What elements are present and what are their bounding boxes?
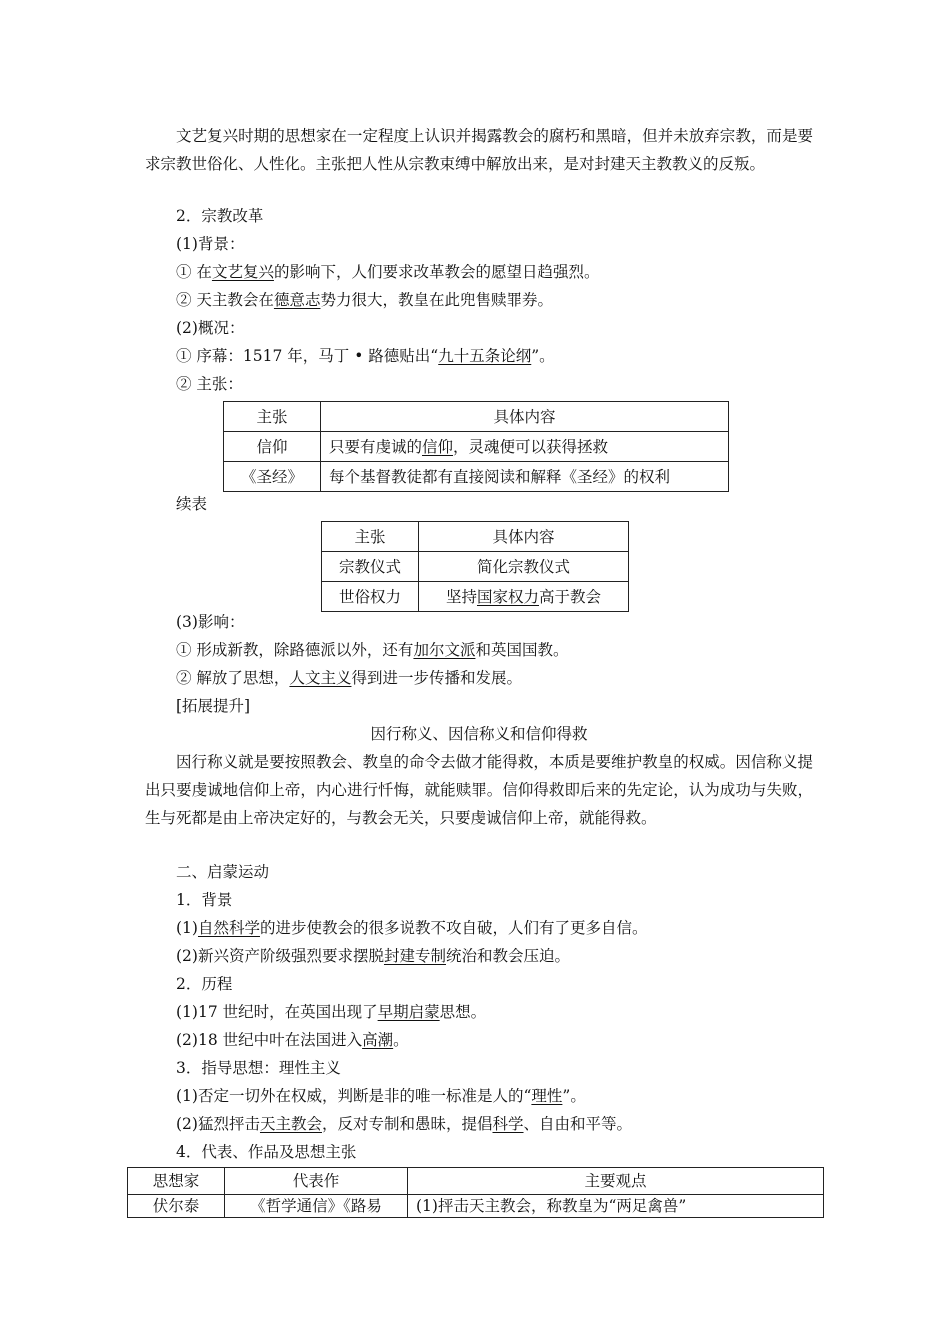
guiding-thought-item-2: (2)猛烈抨击天主教会，反对专制和愚昧，提倡科学、自由和平等。 bbox=[176, 1115, 633, 1133]
underlined-answer: 高潮 bbox=[362, 1031, 394, 1049]
underlined-answer: 加尔文派 bbox=[413, 641, 476, 659]
table-header: 代表作 bbox=[225, 1168, 408, 1195]
enlightenment-course-heading: 2．历程 bbox=[176, 975, 233, 993]
thinkers-table bbox=[127, 1167, 824, 1218]
underlined-answer: 国家权力 bbox=[476, 587, 539, 606]
overview-item-2: ② 主张： bbox=[176, 375, 243, 393]
table-header: 主张 bbox=[224, 402, 321, 432]
underlined-answer: 九十五条论纲 bbox=[438, 347, 532, 365]
table-cell: 《哲学通信》《路易 bbox=[225, 1195, 408, 1218]
underlined-answer: 自然科学 bbox=[197, 919, 260, 937]
section-heading-enlightenment: 二、启蒙运动 bbox=[176, 863, 270, 881]
table-header: 具体内容 bbox=[419, 522, 629, 552]
enlightenment-background-item-2: (2)新兴资产阶级强烈要求摆脱封建专制统治和教会压迫。 bbox=[176, 947, 570, 965]
table-cell: 只要有虔诚的信仰，灵魂便可以获得拯救 bbox=[321, 432, 729, 462]
table-cell: 每个基督教徒都有直接阅读和解释《圣经》的权利 bbox=[321, 462, 729, 492]
continued-label: 续表 bbox=[176, 495, 208, 513]
guiding-thought-item-1: (1)否定一切外在权威，判断是非的唯一标准是人的“理性”。 bbox=[176, 1087, 586, 1105]
extension-paragraph: 因行称义就是要按照教会、教皇的命令去做才能得救，本质是要维护教皇的权威。因信称义提出只要虔诚地信仰上帝，内心进行忏悔，就能赎罪。信仰得救即后来的先定论，认为成功与失败，生与死都是由上帝决定好的，与教会无关，只要虔诚信仰上帝，就能得救。 bbox=[145, 753, 813, 827]
claims-table bbox=[223, 401, 729, 492]
enlightenment-background-item-1: (1)自然科学的进步使教会的很多说教不攻自破，人们有了更多自信。 bbox=[176, 919, 648, 937]
extension-label: [拓展提升] bbox=[176, 697, 251, 715]
table-header: 主要观点 bbox=[408, 1168, 824, 1195]
table-cell: 宗教仪式 bbox=[322, 552, 419, 582]
impact-item-1: ① 形成新教，除路德派以外，还有加尔文派和英国国教。 bbox=[176, 641, 569, 659]
background-item-1: ① 在文艺复兴的影响下，人们要求改革教会的愿望日趋强烈。 bbox=[176, 263, 600, 281]
extension-title: 因行称义、因信称义和信仰得救 bbox=[370, 725, 588, 743]
table-row bbox=[224, 402, 729, 432]
guiding-thought-heading: 3．指导思想：理性主义 bbox=[176, 1059, 341, 1077]
table-cell: 信仰 bbox=[224, 432, 321, 462]
table-row bbox=[224, 432, 729, 462]
table-row bbox=[322, 582, 629, 612]
section-heading-reformation: 2．宗教改革 bbox=[176, 207, 264, 225]
table-cell: (1)抨击天主教会，称教皇为“两足禽兽” bbox=[408, 1195, 824, 1218]
underlined-answer: 人文主义 bbox=[289, 669, 352, 687]
enlightenment-course-item-1: (1)17 世纪时，在英国出现了早期启蒙思想。 bbox=[176, 1003, 487, 1021]
enlightenment-course-item-2: (2)18 世纪中叶在法国进入高潮。 bbox=[176, 1031, 409, 1049]
table-row bbox=[128, 1168, 824, 1195]
table-cell: 《圣经》 bbox=[224, 462, 321, 492]
intro-paragraph: 文艺复兴时期的思想家在一定程度上认识并揭露教会的腐朽和黑暗，但并未放弃宗教，而是要求宗教世俗化、人性化。主张把人性从宗教束缚中解放出来，是对封建天主教教义的反叛。 bbox=[145, 127, 813, 173]
table-row bbox=[322, 522, 629, 552]
representatives-heading: 4．代表、作品及思想主张 bbox=[176, 1143, 357, 1161]
enlightenment-background-heading: 1．背景 bbox=[176, 891, 233, 909]
claims-table-continued bbox=[321, 521, 629, 612]
overview-label: (2)概况： bbox=[176, 319, 245, 337]
overview-item-1: ① 序幕：1517 年，马丁 • 路德贴出“九十五条论纲”。 bbox=[176, 347, 555, 365]
impact-label: (3)影响： bbox=[176, 613, 245, 631]
table-cell: 伏尔泰 bbox=[128, 1195, 225, 1218]
table-header: 思想家 bbox=[128, 1168, 225, 1195]
table-cell: 简化宗教仪式 bbox=[419, 552, 629, 582]
table-header: 具体内容 bbox=[321, 402, 729, 432]
table-row bbox=[322, 552, 629, 582]
underlined-answer: 信仰 bbox=[422, 437, 454, 456]
impact-item-2: ② 解放了思想，人文主义得到进一步传播和发展。 bbox=[176, 669, 522, 687]
table-cell: 坚持国家权力高于教会 bbox=[419, 582, 629, 612]
table-row bbox=[224, 462, 729, 492]
underlined-answer: 文艺复兴 bbox=[211, 263, 274, 281]
table-cell: 世俗权力 bbox=[322, 582, 419, 612]
underlined-answer: 理性 bbox=[531, 1087, 563, 1105]
underlined-answer: 科学 bbox=[492, 1115, 524, 1133]
underlined-answer: 早期启蒙 bbox=[377, 1003, 440, 1021]
background-label: (1)背景： bbox=[176, 235, 245, 253]
table-row bbox=[128, 1195, 824, 1218]
underlined-answer: 封建专制 bbox=[383, 947, 446, 965]
background-item-2: ② 天主教会在德意志势力很大，教皇在此兜售赎罪券。 bbox=[176, 291, 553, 309]
table-header: 主张 bbox=[322, 522, 419, 552]
underlined-answer: 天主教会 bbox=[259, 1115, 322, 1133]
underlined-answer: 德意志 bbox=[273, 291, 321, 309]
